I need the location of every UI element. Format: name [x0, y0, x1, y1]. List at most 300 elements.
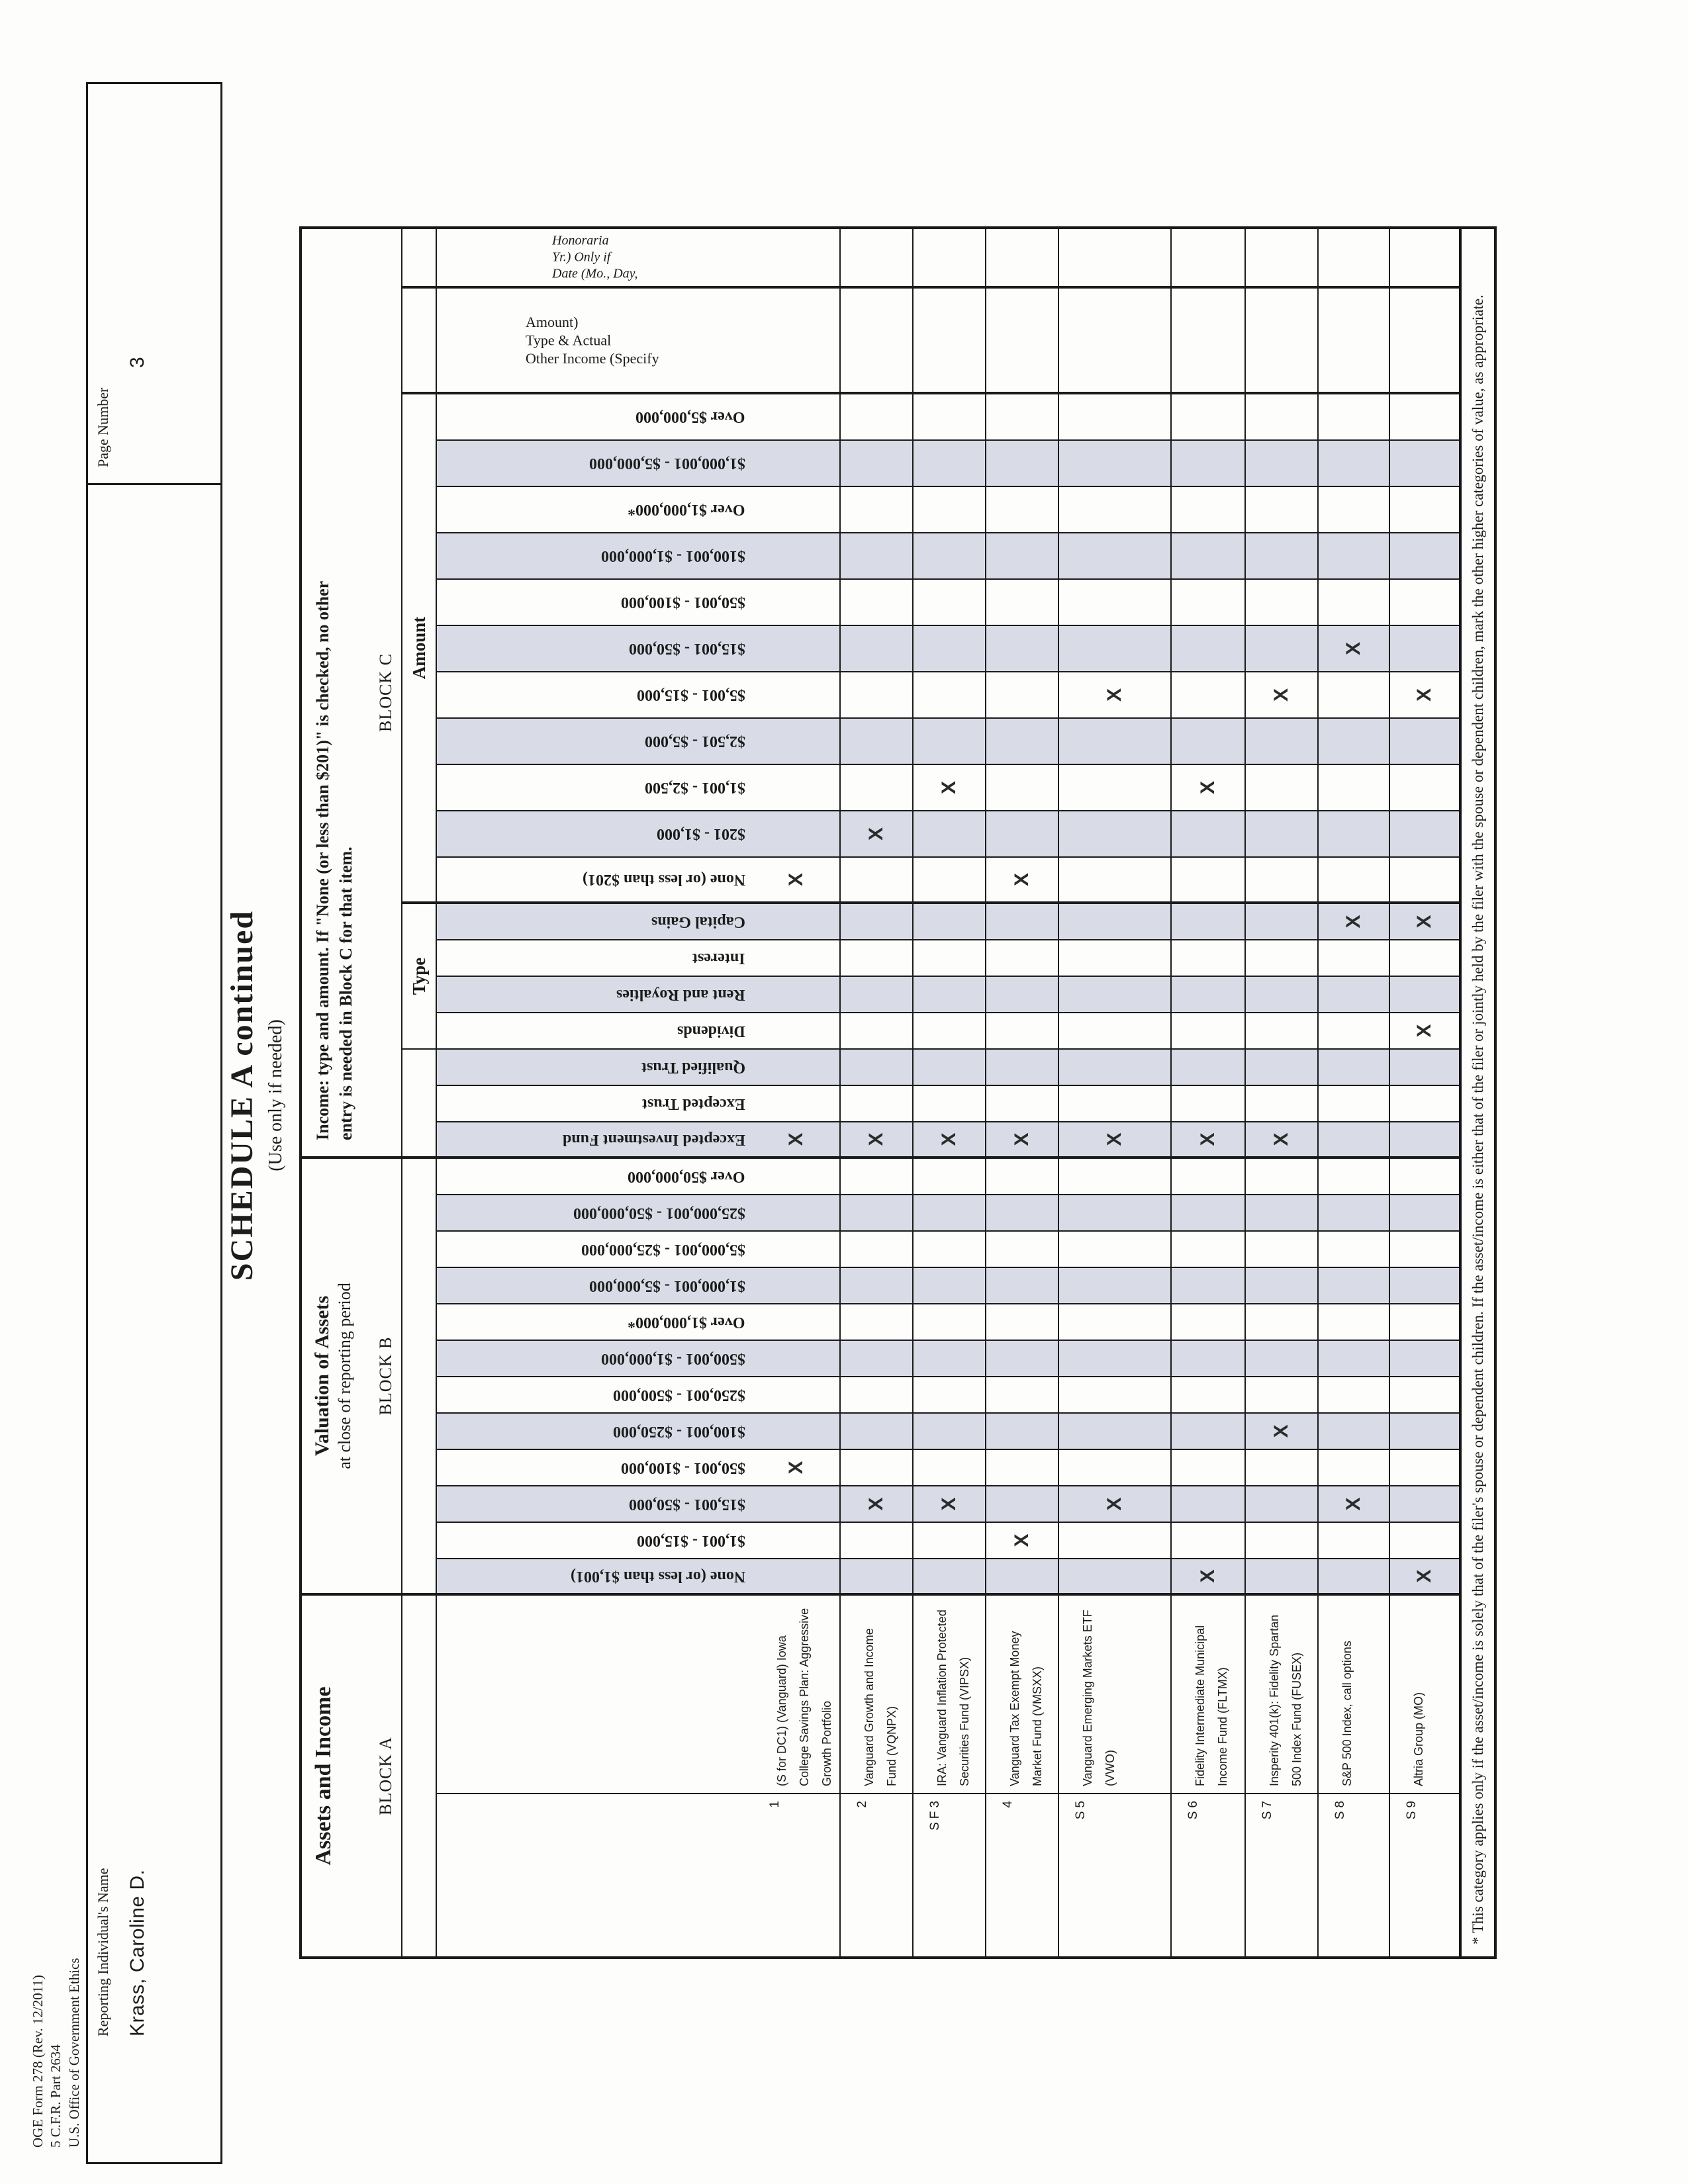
cell-income-amount [1172, 626, 1244, 672]
cell-valuation [1172, 1232, 1244, 1268]
cell-valuation [1390, 1195, 1459, 1232]
cell-income-amount [753, 858, 839, 904]
asset-name: S&P 500 Index, call options [1319, 1596, 1389, 1794]
cell-valuation [914, 1450, 985, 1486]
cell-income-amount [986, 626, 1058, 672]
cell-income-amount [753, 719, 839, 765]
cell-valuation [1059, 1450, 1170, 1486]
col-header-label: $250,001 - $500,000 [613, 1387, 745, 1404]
col-header-valuation [437, 1559, 753, 1596]
cell-income-type [986, 904, 1058, 940]
cell-income-amount [753, 811, 839, 858]
cell-income-amount [841, 858, 912, 904]
agency-line: U.S. Office of Government Ethics [66, 1958, 82, 2148]
cell-income-amount [1246, 441, 1317, 487]
cell-valuation [1390, 1341, 1459, 1377]
cell-valuation [753, 1268, 839, 1304]
cell-valuation [986, 1559, 1058, 1596]
block-b-subtitle: at close of reporting period [335, 1283, 354, 1469]
col-header-label: $1,000,001 - $5,000,000 [589, 1277, 745, 1295]
asset-name: Vanguard Emerging Markets ETF (VWO) [1059, 1596, 1170, 1794]
col-header-label: Rent and Royalties [616, 986, 745, 1003]
asset-name: Altria Group (MO) [1390, 1596, 1459, 1794]
cell-income-type [1172, 1013, 1244, 1050]
cell-income-amount [1246, 533, 1317, 580]
x-mark: X [1103, 1132, 1125, 1146]
col-header-label: $15,001 - $50,000 [629, 640, 745, 658]
cell-income-amount [1059, 487, 1170, 533]
asset-owner-code: S [1260, 1811, 1274, 1820]
cell-valuation [1246, 1195, 1317, 1232]
col-header-label: None (or less than $1,001) [570, 1568, 745, 1585]
asset-number-value: 9 [1405, 1801, 1419, 1808]
cell-income-amount [914, 811, 985, 858]
cell-income-amount [986, 533, 1058, 580]
cell-date [1319, 229, 1389, 289]
cell-income-amount [914, 719, 985, 765]
col-header-label: Excepted Trust [642, 1095, 745, 1113]
cell-valuation [841, 1450, 912, 1486]
col-header-income-type [437, 977, 753, 1013]
cell-income-type [841, 940, 912, 977]
cell-date [986, 229, 1058, 289]
x-mark: X [1342, 915, 1364, 929]
cell-income-amount [1059, 580, 1170, 626]
cell-income-amount [1172, 394, 1244, 441]
column-label-row [436, 229, 753, 1956]
cell-income-amount [1172, 533, 1244, 580]
cell-valuation [1172, 1341, 1244, 1377]
cell-income-amount [753, 672, 839, 719]
cell-valuation [914, 1232, 985, 1268]
col-header-label: Other Income (Specify Type & Actual Amount) [526, 313, 659, 367]
asset-row [753, 229, 839, 1956]
asset-row [912, 229, 985, 1956]
cell-income-amount [1246, 719, 1317, 765]
cell-valuation [1172, 1268, 1244, 1304]
x-mark: X [865, 1132, 887, 1146]
cell-valuation [753, 1559, 839, 1596]
col-header-label: Interest [692, 950, 745, 967]
cell-income-amount [1390, 672, 1459, 719]
col-header-label: Qualified Trust [641, 1059, 745, 1076]
x-mark: X [785, 1461, 807, 1475]
page-number-box [88, 84, 220, 483]
cell-income-amount [986, 580, 1058, 626]
cell-valuation [841, 1341, 912, 1377]
asset-owner-code: F [928, 1811, 942, 1819]
col-header-other-income [437, 289, 753, 394]
asset-name: (S for DC1) (Vanguard) Iowa College Savings Plan: Aggressive Growth Portfolio [753, 1596, 839, 1794]
amount-label: Amount [408, 616, 429, 680]
x-mark: X [938, 1497, 960, 1511]
asset-row [1317, 229, 1389, 1956]
cell-income-type [1319, 904, 1389, 940]
cell-valuation [1172, 1450, 1244, 1486]
cell-valuation [1319, 1159, 1389, 1195]
cell-income-amount [1319, 765, 1389, 811]
cell-income-type [753, 940, 839, 977]
cell-other-income [1319, 289, 1389, 394]
col-header-valuation [437, 1304, 753, 1341]
block-c-title: Income: type and amount. If "None (or less than $201)" is checked, no other entry is needed in Block C for that item. [313, 581, 356, 1140]
asset-number [841, 1794, 912, 1956]
cell-income-amount [986, 441, 1058, 487]
cell-income-type [914, 940, 985, 977]
cell-income-type [753, 1050, 839, 1086]
cell-valuation [914, 1559, 985, 1596]
cell-valuation [1172, 1377, 1244, 1414]
cell-income-amount [1390, 719, 1459, 765]
asset-name: Insperity 401(k): Fidelity Spartan 500 Index Fund (FUSEX) [1246, 1596, 1317, 1794]
cell-income-amount [1319, 811, 1389, 858]
cell-income-amount [1319, 719, 1389, 765]
cell-valuation [1319, 1195, 1389, 1232]
cell-other-income [1059, 289, 1170, 394]
cell-valuation [1059, 1268, 1170, 1304]
cell-income-type [1246, 977, 1317, 1013]
asset-number-value: 3 [928, 1801, 942, 1808]
col-header-label: Over $1,000,000* [628, 501, 745, 519]
x-mark: X [1413, 915, 1435, 929]
cell-valuation [986, 1304, 1058, 1341]
cell-other-income [753, 289, 839, 394]
col-header-label: $100,001 - $1,000,000 [601, 547, 745, 565]
cell-valuation [753, 1232, 839, 1268]
cell-income-amount [1059, 719, 1170, 765]
cell-valuation [841, 1232, 912, 1268]
cell-income-amount [1246, 580, 1317, 626]
cell-income-amount [1319, 626, 1389, 672]
col-header-label: $1,001 - $15,000 [637, 1532, 745, 1549]
cell-income-type [1059, 1122, 1170, 1159]
cell-income-type [1390, 940, 1459, 977]
cell-income-amount [753, 626, 839, 672]
col-header-label: $5,001 - $15,000 [637, 686, 745, 704]
cell-income-amount [841, 765, 912, 811]
cell-valuation [1390, 1523, 1459, 1559]
cell-valuation [1059, 1486, 1170, 1523]
cell-income-amount [1172, 719, 1244, 765]
col-header-label: Capital Gains [651, 913, 745, 931]
page-number-value: 3 [126, 357, 148, 368]
x-mark: X [938, 781, 960, 795]
block-a-header [302, 1596, 401, 1956]
cell-date [1246, 229, 1317, 289]
cell-income-amount [1390, 394, 1459, 441]
cell-other-income [1246, 289, 1317, 394]
cell-income-amount [914, 672, 985, 719]
asset-number-value: 8 [1333, 1801, 1347, 1808]
cell-valuation [1390, 1450, 1459, 1486]
cell-valuation [1059, 1195, 1170, 1232]
col-header-date [437, 229, 753, 289]
cell-income-amount [1319, 580, 1389, 626]
x-mark: X [1103, 688, 1125, 702]
cell-valuation [914, 1377, 985, 1414]
x-mark: X [1342, 642, 1364, 656]
cell-income-type [1059, 1013, 1170, 1050]
asset-row [1389, 229, 1459, 1956]
cell-income-type [914, 1086, 985, 1122]
amount-group-label [402, 394, 436, 904]
cell-income-amount [1319, 394, 1389, 441]
cell-income-type [1246, 1086, 1317, 1122]
cell-income-amount [986, 394, 1058, 441]
col-header-label: $15,001 - $50,000 [629, 1496, 745, 1513]
asset-number [1319, 1794, 1389, 1956]
schedule-subtitle: (Use only if needed) [265, 1019, 286, 1171]
asset-name: Fidelity Intermediate Municipal Income Fund (FLTMX) [1172, 1596, 1244, 1794]
cell-income-type [753, 1086, 839, 1122]
cell-income-type [986, 940, 1058, 977]
cell-income-type [1172, 940, 1244, 977]
block-b-titles [311, 1283, 355, 1469]
cell-income-amount [841, 487, 912, 533]
reporting-name-label: Reporting Individual's Name [95, 1868, 111, 2036]
cell-income-amount [1059, 672, 1170, 719]
cell-valuation [1059, 1414, 1170, 1450]
col-header-income-type [437, 904, 753, 940]
cell-valuation [753, 1195, 839, 1232]
cell-income-type [1059, 1086, 1170, 1122]
asset-name: Vanguard Growth and Income Fund (VQNPX) [841, 1596, 912, 1794]
cell-valuation [1319, 1559, 1389, 1596]
col-header-label: $2,501 - $5,000 [645, 733, 745, 751]
asset-number [1246, 1794, 1317, 1956]
cell-income-amount [1172, 765, 1244, 811]
cell-income-type [1172, 1050, 1244, 1086]
asset-number [1059, 1794, 1170, 1956]
cell-valuation [753, 1159, 839, 1195]
asset-owner-code: S [1333, 1811, 1347, 1820]
cell-income-type [841, 977, 912, 1013]
cell-valuation [1172, 1195, 1244, 1232]
cell-valuation [753, 1523, 839, 1559]
schedule-a-table [299, 226, 1497, 1959]
footnote: * This category applies only if the asset/income is solely that of the filer's spouse or dependent children. If the asset/income is either that of the filer or jointly held by the filer with the spouse or dependent children, mark the other higher categories of value, as appropriate. [1470, 295, 1486, 1944]
cell-valuation [1319, 1523, 1389, 1559]
cell-income-amount [914, 765, 985, 811]
col-header-label: $50,001 - $100,000 [621, 594, 745, 612]
cell-income-amount [986, 765, 1058, 811]
label-spacer-name [437, 1596, 753, 1794]
cell-valuation [841, 1486, 912, 1523]
cell-valuation [1059, 1559, 1170, 1596]
asset-number-value: 1 [768, 1801, 782, 1808]
x-mark: X [1413, 1569, 1435, 1583]
cell-income-type [986, 1013, 1058, 1050]
block-b-title: Valuation of Assets [311, 1295, 333, 1457]
cell-valuation [1059, 1523, 1170, 1559]
cell-income-amount [1390, 533, 1459, 580]
cell-income-amount [1390, 626, 1459, 672]
cell-income-amount [1390, 765, 1459, 811]
x-mark: X [865, 827, 887, 841]
cell-income-type [1319, 940, 1389, 977]
cell-valuation [1246, 1414, 1317, 1450]
cell-income-type [1390, 1050, 1459, 1086]
cell-income-amount [914, 626, 985, 672]
group-label-row [401, 229, 436, 1956]
cell-income-amount [1319, 487, 1389, 533]
cell-valuation [986, 1195, 1058, 1232]
cell-valuation [1172, 1159, 1244, 1195]
x-mark: X [1413, 688, 1435, 702]
group-spacer [402, 229, 436, 289]
cell-valuation [986, 1377, 1058, 1414]
col-header-label: $100,001 - $250,000 [613, 1423, 745, 1440]
col-header-valuation [437, 1232, 753, 1268]
col-header-valuation [437, 1268, 753, 1304]
cell-valuation [841, 1195, 912, 1232]
cell-income-amount [986, 719, 1058, 765]
cell-income-type [986, 1122, 1058, 1159]
cell-income-type [1059, 940, 1170, 977]
cell-valuation [1246, 1523, 1317, 1559]
cell-valuation [1390, 1414, 1459, 1450]
cell-income-amount [841, 626, 912, 672]
cell-income-amount [1390, 811, 1459, 858]
cell-income-type [914, 904, 985, 940]
cell-income-amount [841, 441, 912, 487]
col-header-label: Over $5,000,000 [635, 408, 745, 426]
cell-income-amount [986, 487, 1058, 533]
cell-valuation [1246, 1159, 1317, 1195]
cell-income-type [1319, 1086, 1389, 1122]
cell-income-type [1319, 1050, 1389, 1086]
cell-valuation [1319, 1450, 1389, 1486]
block-b-label: BLOCK B [376, 1336, 395, 1416]
cell-income-type [1319, 977, 1389, 1013]
cell-valuation [1319, 1304, 1389, 1341]
col-header-label: None (or less than $201) [582, 871, 745, 889]
cell-income-amount [753, 441, 839, 487]
cell-date [841, 229, 912, 289]
cell-valuation [914, 1523, 985, 1559]
cell-income-amount [914, 394, 985, 441]
cell-income-amount [1059, 765, 1170, 811]
cell-valuation [914, 1486, 985, 1523]
col-header-income-amount [437, 626, 753, 672]
cell-valuation [1319, 1341, 1389, 1377]
cell-valuation [1246, 1450, 1317, 1486]
cell-income-amount [1172, 580, 1244, 626]
cell-income-amount [1172, 811, 1244, 858]
asset-number [914, 1794, 985, 1956]
x-mark: X [1270, 688, 1292, 702]
cell-income-type [1390, 1013, 1459, 1050]
cell-income-type [841, 1086, 912, 1122]
cell-income-amount [1246, 858, 1317, 904]
cell-income-type [1246, 1013, 1317, 1050]
asset-number-value: 5 [1074, 1801, 1088, 1808]
cell-valuation [1172, 1523, 1244, 1559]
cell-income-type [1172, 904, 1244, 940]
cell-income-type [986, 1050, 1058, 1086]
col-header-label: $5,000,001 - $25,000,000 [581, 1241, 745, 1258]
cell-income-amount [1246, 765, 1317, 811]
cell-valuation [986, 1450, 1058, 1486]
cell-income-amount [1172, 487, 1244, 533]
cell-income-type [753, 1013, 839, 1050]
asset-owner-code: S [1405, 1811, 1419, 1820]
asset-owner-code: S [1074, 1811, 1088, 1820]
x-mark: X [938, 1132, 960, 1146]
cell-income-type [914, 1013, 985, 1050]
group-spacer [402, 1159, 436, 1596]
cell-valuation [914, 1268, 985, 1304]
cell-income-type [1059, 1050, 1170, 1086]
cell-date [753, 229, 839, 289]
cell-income-amount [841, 719, 912, 765]
reporting-name-box [88, 483, 220, 2162]
asset-number [1390, 1794, 1459, 1956]
cell-valuation [1246, 1377, 1317, 1414]
col-header-income-amount [437, 487, 753, 533]
block-header-row [302, 229, 401, 1956]
cell-income-amount [841, 672, 912, 719]
cell-valuation [753, 1304, 839, 1341]
x-mark: X [1270, 1132, 1292, 1146]
asset-row [1170, 229, 1244, 1956]
block-c-header [302, 229, 401, 1159]
cell-valuation [1319, 1486, 1389, 1523]
cell-income-amount [841, 580, 912, 626]
cell-valuation [753, 1341, 839, 1377]
cell-valuation [1172, 1559, 1244, 1596]
asset-number-value: 2 [855, 1801, 869, 1808]
cell-valuation [986, 1268, 1058, 1304]
col-header-label: Excepted Investment Fund [562, 1131, 745, 1148]
cell-income-amount [986, 672, 1058, 719]
col-header-income-amount [437, 811, 753, 858]
cell-valuation [1059, 1377, 1170, 1414]
cell-income-amount [753, 765, 839, 811]
cell-income-type [986, 977, 1058, 1013]
col-header-label: $500,001 - $1,000,000 [601, 1350, 745, 1367]
cell-income-amount [986, 858, 1058, 904]
cell-income-amount [841, 533, 912, 580]
cell-income-amount [1172, 858, 1244, 904]
cell-valuation [914, 1341, 985, 1377]
block-a-title: Assets and Income [311, 1686, 336, 1866]
col-header-label: $25,000,001 - $50,000,000 [573, 1205, 745, 1222]
col-header-valuation [437, 1341, 753, 1377]
cell-income-type [1246, 940, 1317, 977]
cell-income-type [841, 904, 912, 940]
schedule-title-block [224, 232, 287, 1959]
col-header-valuation [437, 1159, 753, 1195]
cell-valuation [841, 1414, 912, 1450]
col-header-income-amount [437, 765, 753, 811]
col-header-valuation [437, 1377, 753, 1414]
cell-income-type [1059, 904, 1170, 940]
cell-income-amount [1246, 394, 1317, 441]
col-header-label: $201 - $1,000 [657, 825, 745, 843]
col-header-income-amount [437, 580, 753, 626]
cell-valuation [914, 1414, 985, 1450]
page-number-label: Page Number [95, 387, 111, 467]
col-header-valuation [437, 1414, 753, 1450]
cell-valuation [1319, 1377, 1389, 1414]
cell-income-type [1172, 977, 1244, 1013]
cell-income-amount [753, 394, 839, 441]
cell-other-income [986, 289, 1058, 394]
cell-income-amount [1059, 811, 1170, 858]
cell-income-amount [1246, 626, 1317, 672]
cell-valuation [1246, 1304, 1317, 1341]
